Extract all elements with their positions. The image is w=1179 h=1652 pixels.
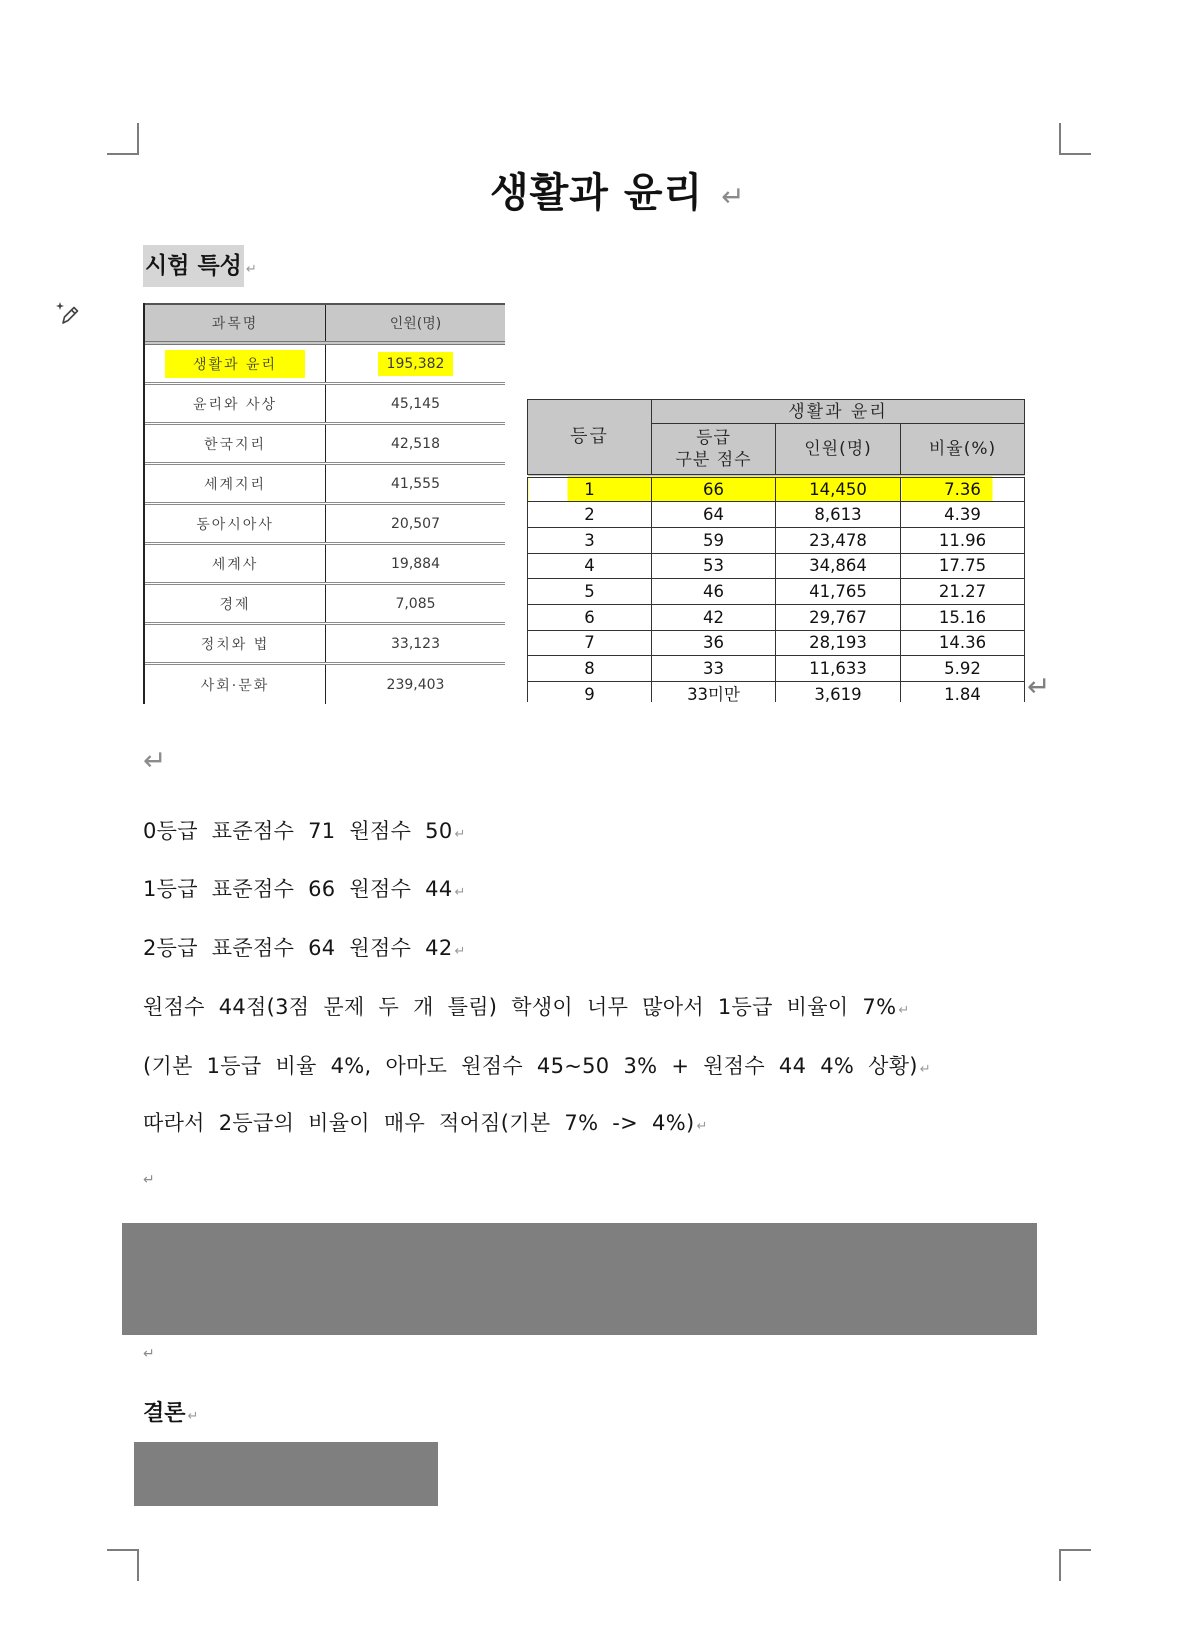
- cutoff-score-header-line1: 등급: [696, 428, 731, 448]
- cutoff-score-cell: 33미만: [652, 682, 776, 703]
- ratio-cell: 7.36: [901, 476, 1025, 502]
- subject-count-cell: [326, 385, 505, 422]
- section-heading-text: 시험 특성: [143, 245, 244, 287]
- section-heading: [143, 245, 257, 287]
- subject-count-cell: [326, 505, 505, 542]
- subject-name: 윤리와 사상: [192, 396, 278, 413]
- note-text: 1등급 표준점수 66 원점수 44: [143, 877, 453, 901]
- student-count-cell: 8,613: [776, 502, 901, 528]
- empty-paragraph: [143, 1346, 155, 1362]
- grade-cutoff-table: [527, 399, 1026, 702]
- grade-table-row: [528, 553, 1025, 579]
- paragraph-mark: ↵: [1027, 670, 1051, 703]
- grade-table-row: [528, 604, 1025, 630]
- grade-table-row: [528, 579, 1025, 605]
- note-text: 따라서 2등급의 비율이 매우 적어짐(기본 7% -> 4%): [143, 1111, 695, 1135]
- crop-mark-bottom-left: [107, 1549, 139, 1581]
- subject-name: 생활과 윤리: [165, 350, 305, 378]
- paragraph-mark: ↵: [143, 1346, 155, 1362]
- title-text: 생활과 윤리: [490, 170, 704, 216]
- cutoff-score-cell: 46: [652, 579, 776, 605]
- subject-table-row: [145, 505, 505, 545]
- subject-name-cell: [145, 425, 326, 462]
- paragraph-mark: ↵: [454, 827, 466, 842]
- subject-name-cell: [145, 465, 326, 502]
- subject-name: 세계지리: [203, 476, 267, 493]
- grade-table-row: [528, 682, 1025, 703]
- cutoff-score-cell: 33: [652, 656, 776, 682]
- grade-cell: 5: [528, 579, 652, 605]
- subject-name: 정치와 법: [200, 636, 270, 653]
- subject-table-row: [145, 465, 505, 505]
- subject-table-row: [145, 665, 505, 704]
- subject-table-row: [145, 545, 505, 585]
- cutoff-score-cell: 42: [652, 604, 776, 630]
- subject-header: 과목명: [145, 305, 326, 341]
- subject-count-cell: [326, 345, 505, 382]
- subject-count: 45,145: [391, 395, 440, 412]
- crop-mark-top-left: [107, 123, 139, 155]
- subject-table-row: [145, 425, 505, 465]
- note-text: 0등급 표준점수 71 원점수 50: [143, 819, 453, 843]
- student-count-cell: 34,864: [776, 553, 901, 579]
- note-text: (기본 1등급 비율 4%, 아마도 원점수 45~50 3% + 원점수 44 4% 상황): [143, 1054, 918, 1078]
- student-count-cell: 29,767: [776, 604, 901, 630]
- subject-table-row: [145, 385, 505, 425]
- subject-name-cell: [145, 345, 326, 382]
- paragraph-mark: ↵: [143, 744, 167, 777]
- subject-name-cell: [145, 665, 326, 704]
- subject-table-row: [145, 585, 505, 625]
- student-count-cell: 14,450: [776, 476, 901, 502]
- cutoff-score-cell: 66: [652, 476, 776, 502]
- subject-count-cell: [326, 665, 505, 704]
- grade-cell: 4: [528, 553, 652, 579]
- note-line: [143, 875, 466, 907]
- subject-count-cell: [326, 545, 505, 582]
- paragraph-mark: ↵: [721, 180, 746, 213]
- grade-table-row: [528, 476, 1025, 502]
- subject-name: 한국지리: [203, 436, 267, 453]
- student-count-cell: 3,619: [776, 682, 901, 703]
- ratio-cell: 1.84: [901, 682, 1025, 703]
- grade-header: 등급: [528, 400, 652, 477]
- note-line: [143, 934, 466, 966]
- grade-cell: 6: [528, 604, 652, 630]
- grade-table-header-row: [528, 400, 1025, 424]
- paragraph-mark: ↵: [187, 1409, 199, 1424]
- empty-paragraph: [143, 1172, 155, 1188]
- redacted-block: [122, 1223, 1037, 1335]
- grade-cell: 3: [528, 527, 652, 553]
- grade-table: [527, 399, 1025, 702]
- crop-mark-top-right: [1059, 123, 1091, 155]
- grade-table-row: [528, 656, 1025, 682]
- note-line: [143, 1052, 931, 1084]
- conclusion-heading: [143, 1400, 198, 1431]
- subject-name-cell: [145, 625, 326, 662]
- subject-count: 239,403: [386, 677, 445, 693]
- paragraph-mark: ↵: [245, 262, 257, 277]
- subject-table-header: [145, 303, 505, 345]
- paragraph-mark: ↵: [454, 885, 466, 900]
- subject-count-cell: [326, 425, 505, 462]
- grade-table-row: [528, 630, 1025, 656]
- student-count-cell: 41,765: [776, 579, 901, 605]
- subject-count-cell: [326, 465, 505, 502]
- subject-count: 7,085: [395, 595, 436, 612]
- ratio-cell: 17.75: [901, 553, 1025, 579]
- note-text: 2등급 표준점수 64 원점수 42: [143, 936, 453, 960]
- student-count-cell: 23,478: [776, 527, 901, 553]
- grade-cell: 9: [528, 682, 652, 703]
- subject-group-header: 생활과 윤리: [652, 400, 1025, 424]
- paragraph-mark: ↵: [898, 1003, 910, 1018]
- subject-count: 41,555: [391, 475, 440, 492]
- ratio-cell: 14.36: [901, 630, 1025, 656]
- cutoff-score-cell: 59: [652, 527, 776, 553]
- grade-cell: 2: [528, 502, 652, 528]
- subject-name: 경제: [219, 596, 251, 613]
- student-count-cell: 11,633: [776, 656, 901, 682]
- note-line: [143, 993, 910, 1025]
- ratio-header: 비율(%): [901, 424, 1025, 477]
- ratio-cell: 21.27: [901, 579, 1025, 605]
- subject-name-cell: [145, 505, 326, 542]
- note-text: 원점수 44점(3점 문제 두 개 틀림) 학생이 너무 많아서 1등급 비율이 7%: [143, 995, 897, 1019]
- subject-name: 사회·문화: [200, 678, 270, 694]
- subject-count: 33,123: [391, 635, 440, 652]
- redacted-block: [134, 1442, 438, 1506]
- student-count-cell: 28,193: [776, 630, 901, 656]
- crop-mark-bottom-right: [1059, 1549, 1091, 1581]
- cutoff-score-header: [652, 424, 776, 477]
- subject-count: 195,382: [378, 352, 454, 376]
- paragraph-mark: ↵: [454, 944, 466, 959]
- paragraph-mark: ↵: [919, 1062, 931, 1077]
- subject-name: 동아시아사: [196, 516, 274, 533]
- subject-count: 19,884: [391, 555, 440, 572]
- grade-cell: 7: [528, 630, 652, 656]
- count-header: 인원(명): [389, 316, 442, 332]
- subject-name-cell: [145, 385, 326, 422]
- conclusion-heading-text: 결론: [143, 1401, 186, 1426]
- ratio-cell: 5.92: [901, 656, 1025, 682]
- subject-count: 42,518: [391, 435, 440, 452]
- subject-table-row: [145, 345, 505, 385]
- subject-count-cell: [326, 585, 505, 622]
- grade-cell: 8: [528, 656, 652, 682]
- subject-count: 20,507: [391, 515, 440, 532]
- subject-name-cell: [145, 545, 326, 582]
- document-title: [490, 168, 746, 222]
- subject-name: 세계사: [211, 556, 259, 573]
- ratio-cell: 15.16: [901, 604, 1025, 630]
- cutoff-score-cell: 53: [652, 553, 776, 579]
- grade-table-row: [528, 502, 1025, 528]
- grade-table-row: [528, 527, 1025, 553]
- subject-count-table: [143, 303, 505, 704]
- student-count-header: 인원(명): [776, 424, 901, 477]
- subject-table-row: [145, 625, 505, 665]
- ratio-cell: 11.96: [901, 527, 1025, 553]
- subject-count-cell: [326, 625, 505, 662]
- pen-sparkle-icon[interactable]: [54, 300, 82, 328]
- cutoff-score-cell: 36: [652, 630, 776, 656]
- note-line: [143, 1109, 708, 1141]
- paragraph-mark: ↵: [143, 1172, 155, 1188]
- cutoff-score-cell: 64: [652, 502, 776, 528]
- grade-cell: 1: [528, 476, 652, 502]
- cutoff-score-header-line2: 구분 점수: [675, 450, 752, 470]
- empty-paragraph: [143, 744, 166, 777]
- subject-name-cell: [145, 585, 326, 622]
- ratio-cell: 4.39: [901, 502, 1025, 528]
- paragraph-mark: ↵: [696, 1119, 708, 1134]
- note-line: [143, 817, 466, 849]
